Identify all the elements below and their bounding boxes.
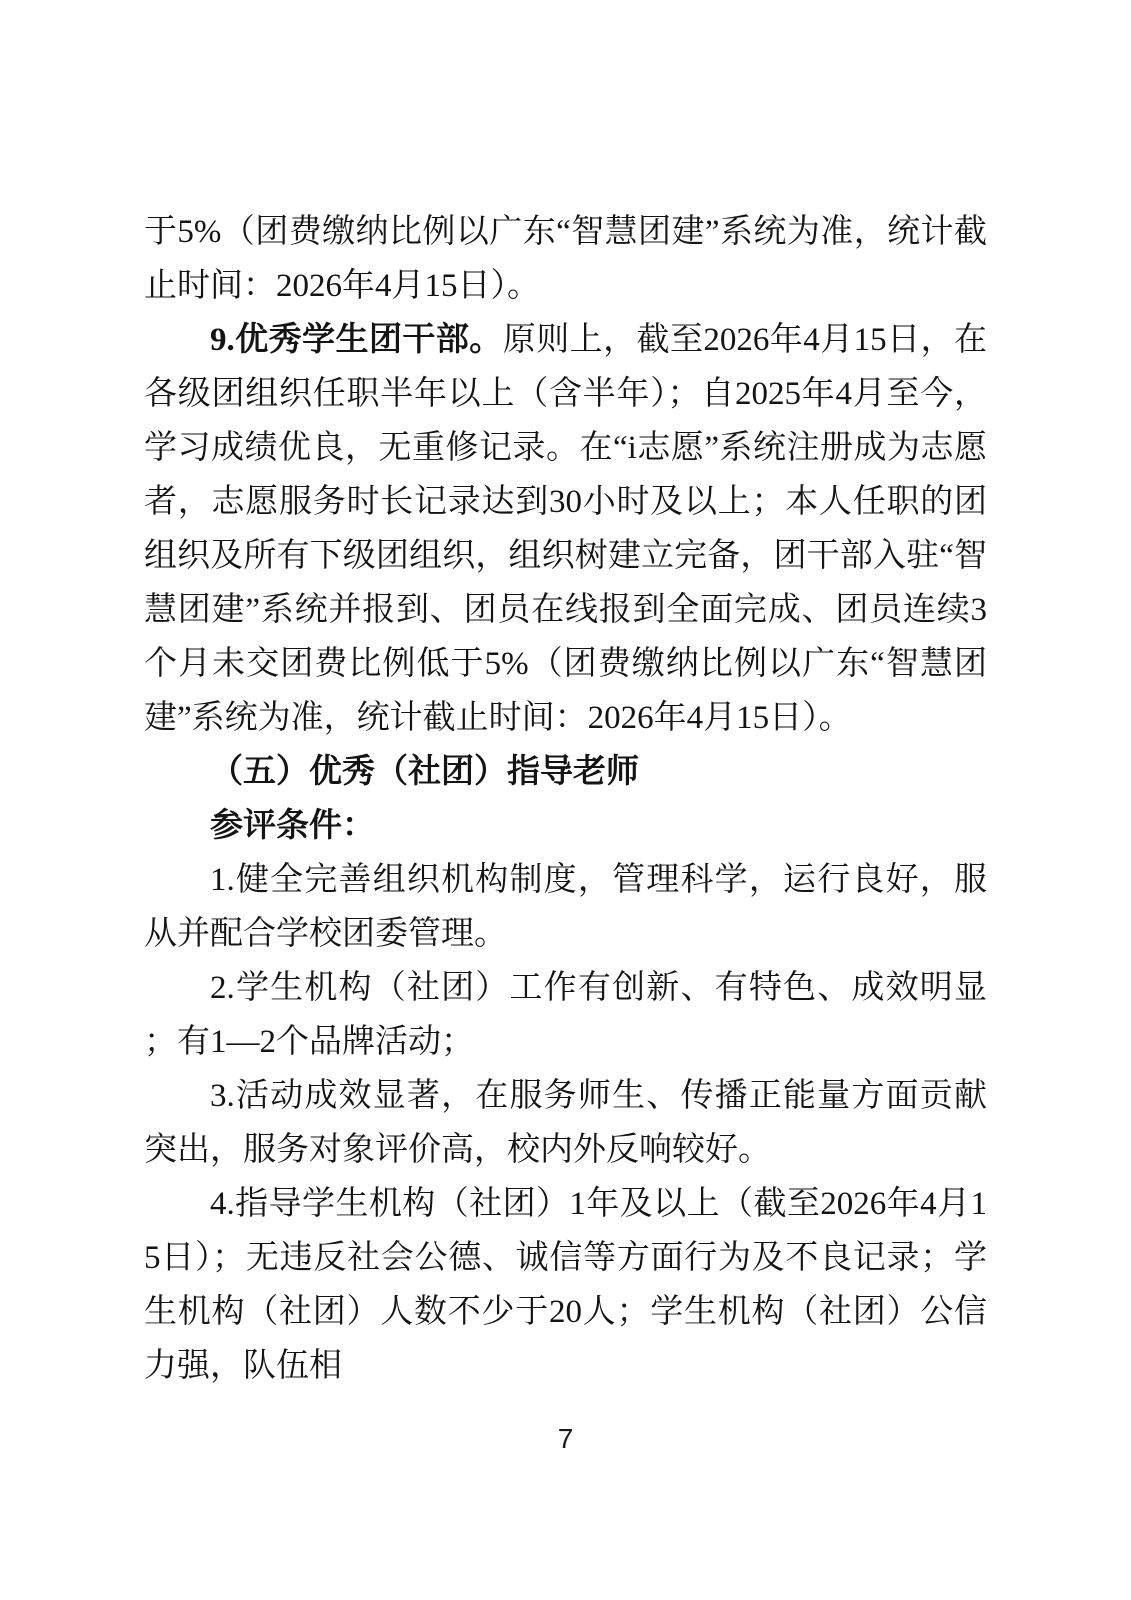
paragraph [144,799,987,853]
page-number: 7 [557,1423,574,1454]
paragraph [144,1069,987,1177]
document-body [144,205,987,1393]
text-run: 2.学生机构（社团）工作有创新、有特色、成效明显；有1—2个品牌活动； [144,970,987,1060]
text-run: 4.指导学生机构（社团）1年及以上（截至2026年4月15日）；无违反社会公德、诚信等方面行为及不良记录；学生机构（社团）人数不少于20人；学生机构（社团）公信力强，队伍相 [144,1186,987,1384]
paragraph [144,205,987,313]
text-run: 原则上，截至2026年4月15日，在各级团组织任职半年以上（含半年）；自2025年4月至今，学习成绩优良，无重修记录。在“i志愿”系统注册成为志愿者，志愿服务时长记录达到30小时及以上；本人任职的团组织及所有下级团组织，组织树建立完备，团干部入驻“智慧团建”系统并报到、团员在线报到全面完成、团员连续3个月未交团费比例低于5%（团费缴纳比例以广东“智慧团建”系统为准，统计截止时间：2026年4月15日）。 [144,322,988,736]
paragraph [144,961,987,1069]
paragraph [144,1177,987,1393]
bold-text-run: 参评条件： [210,808,375,844]
page-footer [0,1420,1131,1458]
text-run: 于5%（团费缴纳比例以广东“智慧团建”系统为准，统计截止时间：2026年4月15日）。 [144,214,987,304]
bold-text-run: （五）优秀（社团）指导老师 [210,754,639,790]
text-run: 1.健全完善组织机构制度，管理科学，运行良好，服从并配合学校团委管理。 [144,862,987,952]
bold-text-run: 9.优秀学生团干部。 [210,322,503,358]
paragraph [144,313,987,745]
paragraph [144,853,987,961]
text-run: 3.活动成效显著，在服务师生、传播正能量方面贡献突出，服务对象评价高，校内外反响较好。 [144,1078,987,1168]
paragraph [144,745,987,799]
